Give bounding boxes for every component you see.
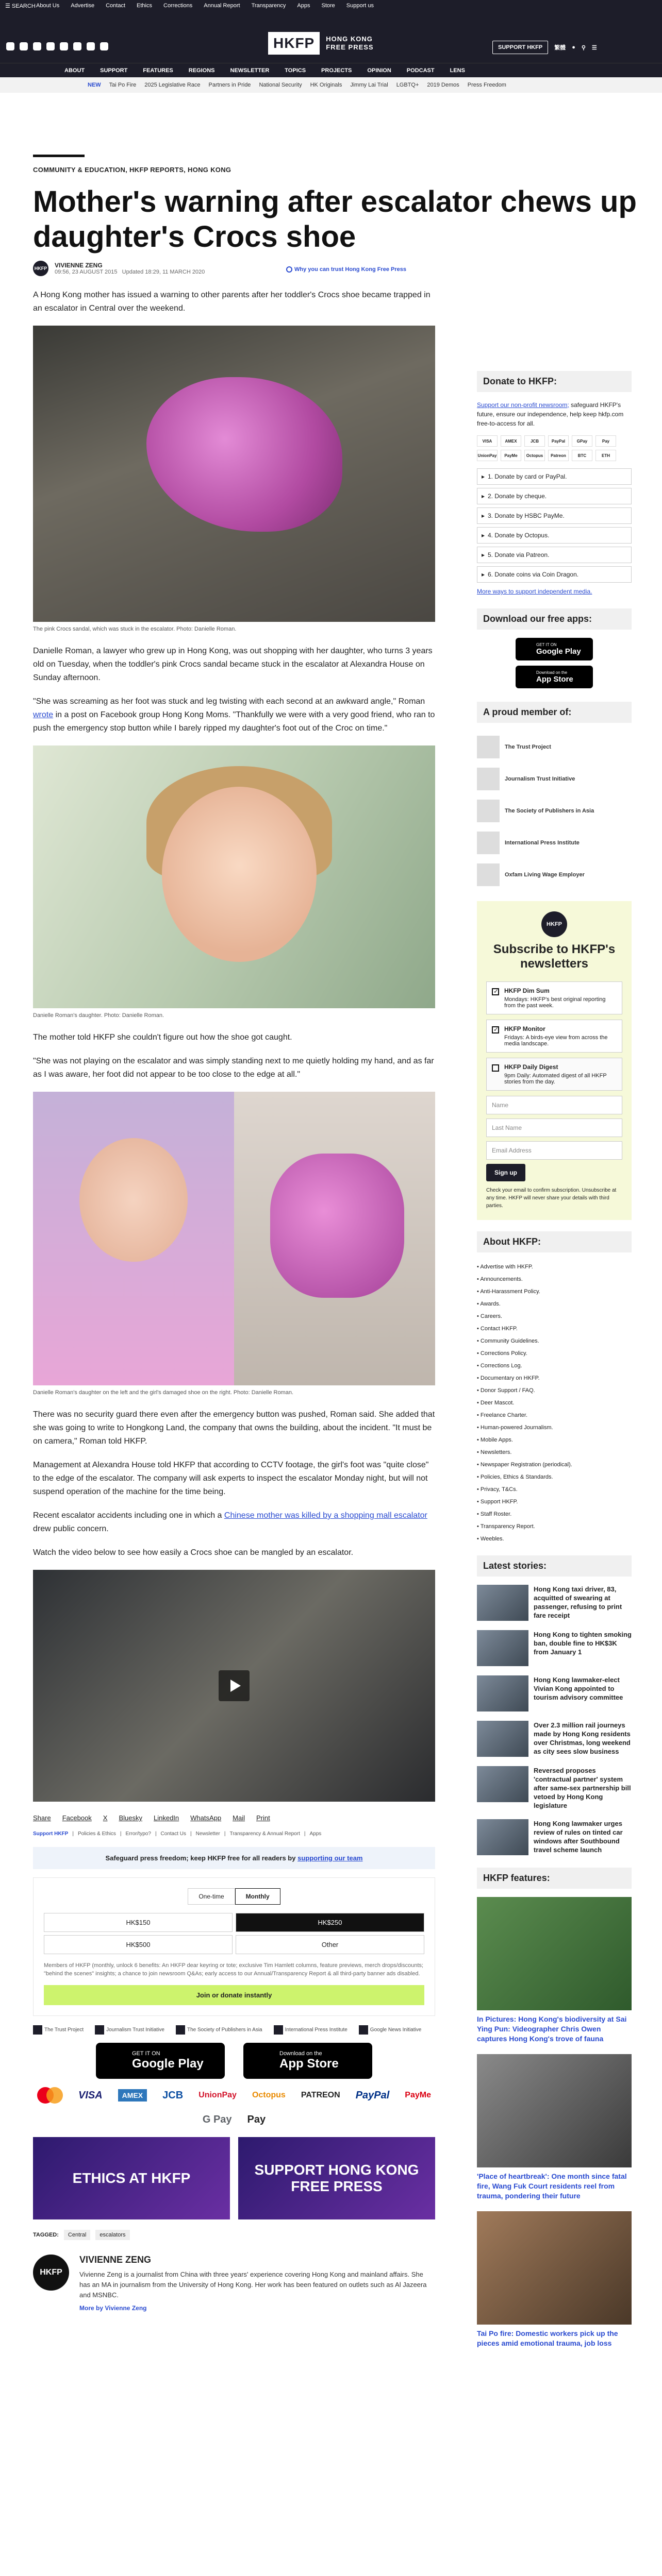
payment-icon[interactable]: Pay <box>595 435 616 447</box>
about-link[interactable]: • Transparency Report. <box>477 1520 632 1533</box>
story-thumbnail <box>477 1766 528 1802</box>
unionpay-icon[interactable]: UnionPay <box>198 2091 237 2099</box>
utility-link[interactable]: Ethics <box>137 3 152 9</box>
feature-image <box>477 1897 632 2010</box>
trending-link[interactable]: 2019 Demos <box>427 82 459 88</box>
member-logos <box>477 731 632 891</box>
share-link[interactable]: Bluesky <box>119 1814 142 1822</box>
visa-icon[interactable]: VISA <box>78 2089 103 2101</box>
payment-icon[interactable]: BTC <box>572 450 592 461</box>
google-play-button[interactable]: GET IT ON Google Play <box>96 2043 225 2079</box>
last-name-input[interactable]: Last Name <box>486 1118 622 1137</box>
paragraph: A Hong Kong mother has issued a warning to other parents after her toddler's Crocs shoe became trapped in an escalator in Central over the weekend. <box>33 291 431 313</box>
article-body <box>33 289 435 2312</box>
sidebar-payment-icons <box>477 435 632 461</box>
nav-item[interactable]: ABOUT <box>64 67 85 74</box>
frequency-toggle <box>44 1888 424 1905</box>
youtube-icon[interactable] <box>60 42 68 50</box>
mastercard-icon[interactable] <box>37 2087 63 2104</box>
site-logo[interactable] <box>268 32 374 55</box>
amount-option[interactable]: HK$500 <box>44 1935 233 1954</box>
donate-heading: Donate to HKFP: <box>477 371 632 392</box>
badge[interactable]: Google News Initiative <box>359 2025 422 2035</box>
email-input[interactable]: Email Address <box>486 1141 622 1160</box>
badge[interactable]: The Society of Publishers in Asia <box>176 2025 262 2035</box>
trending-link[interactable]: Jimmy Lai Trial <box>350 82 388 88</box>
trending-link[interactable]: Tai Po Fire <box>109 82 137 88</box>
trending-link[interactable]: Partners in Pride <box>208 82 251 88</box>
newsletter-option[interactable]: ✓ HKFP Monitor Fridays: A birds-eye view from across the media landscape. <box>486 1020 622 1053</box>
latest-heading: Latest stories: <box>477 1555 632 1577</box>
donate-option[interactable]: 6. Donate coins via Coin Dragon. ▸ <box>477 566 632 583</box>
applepay-icon[interactable]: Pay <box>247 2114 266 2125</box>
signup-button[interactable]: Sign up <box>486 1164 525 1181</box>
about-link[interactable]: • Corrections Log. <box>477 1360 632 1372</box>
new-label: NEW <box>88 82 101 88</box>
nav-item[interactable]: NEWSLETTER <box>230 67 270 74</box>
apps-heading: Download our free apps: <box>477 608 632 630</box>
support-hkfp-button[interactable]: SUPPORT HKFP <box>492 41 548 54</box>
checkbox-checked[interactable] <box>492 988 499 995</box>
story-item[interactable]: Hong Kong lawmaker urges review of rules on tinted car windows after Southbound travel scheme launch <box>477 1819 632 1855</box>
member-badges <box>33 2025 435 2035</box>
payment-icon[interactable]: ETH <box>595 450 616 461</box>
shield-icon <box>286 266 292 273</box>
about-link[interactable]: • Weebles. <box>477 1533 632 1545</box>
share-link[interactable]: LinkedIn <box>154 1814 179 1822</box>
utility-link[interactable]: Corrections <box>163 3 193 9</box>
account-icon[interactable]: ● <box>572 44 575 50</box>
about-link[interactable]: • Policies, Ethics & Standards. <box>477 1471 632 1483</box>
x-icon[interactable] <box>20 42 28 50</box>
video-player[interactable] <box>33 1570 435 1802</box>
trust-link[interactable]: Why you can trust Hong Kong Free Press <box>286 266 406 273</box>
paragraph: The mother told HKFP she couldn't figure out how the shoe got caught. <box>33 1033 292 1042</box>
search-link[interactable]: ☰ SEARCH <box>5 3 36 9</box>
about-link[interactable]: • Mobile Apps. <box>477 1434 632 1446</box>
composite-photo <box>33 1092 435 1385</box>
feature-image <box>477 2211 632 2325</box>
nav-item[interactable]: PROJECTS <box>321 67 352 74</box>
member-logo[interactable]: International Press Institute <box>477 827 632 859</box>
join-button[interactable]: Join or donate instantly <box>44 1985 424 2005</box>
about-link[interactable]: • Newspaper Registration (periodical). <box>477 1459 632 1471</box>
utility-link[interactable]: About Us <box>36 3 60 9</box>
amount-option[interactable]: Other <box>236 1935 424 1954</box>
footer-link[interactable]: Error/typo? <box>125 1831 151 1837</box>
author-avatar: HKFP <box>33 261 48 276</box>
utility-link[interactable]: Advertise <box>71 3 95 9</box>
site-header <box>0 0 662 77</box>
amount-option[interactable]: HK$150 <box>44 1913 233 1932</box>
nav-item[interactable]: REGIONS <box>188 67 215 74</box>
story-thumbnail <box>477 1675 528 1711</box>
tag[interactable]: escalators <box>95 2230 129 2240</box>
about-link[interactable]: • Freelance Charter. <box>477 1409 632 1421</box>
donate-box <box>33 1877 435 2016</box>
paragraph: "She was screaming as her foot was stuck and leg twisting with each second at an awkward angle," Roman wrote in a post on Facebook group Hong Kong Moms. "Thankfully we were with a very good friend, who ran to push the emergency stop button while I barely ripped my daughter's foot out of the Croc on time." <box>33 697 435 733</box>
instagram-icon[interactable] <box>33 42 41 50</box>
author-box-name[interactable]: VIVIENNE ZENG <box>79 2255 152 2265</box>
sidebar-google-play[interactable]: GET IT ON Google Play <box>516 638 593 660</box>
about-list <box>477 1261 632 1545</box>
support-team-link[interactable]: supporting our team <box>297 1854 363 1862</box>
sidebar <box>477 371 632 2359</box>
footer-link[interactable]: Support HKFP <box>33 1831 69 1837</box>
donate-option[interactable]: 4. Donate by Octopus. ▸ <box>477 527 632 544</box>
search-label: SEARCH <box>11 3 36 9</box>
feature-item[interactable]: Tai Po fire: Domestic workers pick up the pieces amid emotional trauma, job loss <box>477 2211 632 2348</box>
about-link[interactable]: • Human-powered Journalism. <box>477 1421 632 1434</box>
nav-item[interactable]: TOPICS <box>285 67 306 74</box>
about-link[interactable]: • Anti-Harassment Policy. <box>477 1285 632 1298</box>
daughter-photo <box>33 745 435 1008</box>
footer-link[interactable]: Contact Us <box>160 1831 187 1837</box>
paragraph: Recent escalator accidents including one in which a Chinese mother was killed by a shopping mall escalator drew public concern. <box>33 1511 427 1533</box>
utility-link[interactable]: Contact <box>106 3 126 9</box>
menu-icon[interactable]: ☰ <box>591 44 597 51</box>
main-nav <box>0 63 662 77</box>
play-icon[interactable] <box>219 1670 250 1701</box>
tagged-label: TAGGED: <box>33 2232 59 2238</box>
payme-icon[interactable]: PayMe <box>405 2091 431 2099</box>
latest-stories <box>477 1585 632 1855</box>
nav-item[interactable]: FEATURES <box>143 67 173 74</box>
monthly-tab[interactable]: Monthly <box>235 1888 280 1905</box>
bluesky-icon[interactable] <box>87 42 95 50</box>
nav-item[interactable]: PODCAST <box>406 67 435 74</box>
title-rule <box>33 155 85 157</box>
more-by-author-link[interactable]: More by Vivienne Zeng <box>79 2304 147 2312</box>
logo-box: HKFP <box>268 32 320 55</box>
story-thumbnail <box>477 1630 528 1666</box>
language-toggle[interactable]: 繁體 <box>554 45 566 51</box>
top-utility-bar <box>0 0 662 11</box>
safeguard-banner: Safeguard press freedom; keep HKFP free for all readers by supporting our team <box>33 1847 435 1869</box>
member-logo[interactable]: Oxfam Living Wage Employer <box>477 859 632 891</box>
header-actions <box>492 41 597 54</box>
member-logo[interactable]: Journalism Trust Initiative <box>477 763 632 795</box>
tag[interactable]: Central <box>64 2230 90 2240</box>
payment-icon[interactable]: PayMe <box>501 450 521 461</box>
trending-link[interactable]: 2025 Legislative Race <box>144 82 201 88</box>
trending-link[interactable]: LGBTQ+ <box>396 82 419 88</box>
newsletter-title: Subscribe to HKFP's newsletters <box>493 942 616 971</box>
footer-link[interactable]: Apps <box>309 1831 322 1837</box>
caption: Danielle Roman's daughter. Photo: Danielle Roman. <box>33 1012 164 1019</box>
author-avatar-large: HKFP <box>33 2255 69 2291</box>
utility-links <box>36 3 374 9</box>
newsletter-logo: HKFP <box>541 911 567 937</box>
payment-icon[interactable]: GPay <box>572 435 592 447</box>
about-link[interactable]: • Support HKFP. <box>477 1496 632 1508</box>
paypal-icon[interactable]: PayPal <box>355 2089 390 2101</box>
membership-note: Members of HKFP (monthly, unlock 6 benefits: An HKFP dear keyring or tote; exclusive Tim Hamlett columns, feature previews, merch drops/discounts; "behind the scenes" insights; a chance to join newsroom Q&As; early access to our Annual/Transparency Report & all third-party banner ads disabled. <box>44 1962 424 1977</box>
amount-option[interactable]: HK$250 <box>236 1913 424 1932</box>
trending-link[interactable]: Press Freedom <box>467 82 506 88</box>
newsletter-box <box>477 901 632 1220</box>
about-link[interactable]: • Donor Support / FAQ. <box>477 1384 632 1397</box>
about-heading: About HKFP: <box>477 1231 632 1252</box>
patreon-icon[interactable]: PATREON <box>301 2091 340 2099</box>
paragraph: "She was not playing on the escalator and was simply standing next to me quietly holding my hand, and as far as I was aware, her foot did not appear to be too close to the edge at all." <box>33 1057 434 1079</box>
facebook-icon[interactable] <box>6 42 14 50</box>
about-link[interactable]: • Advertise with HKFP. <box>477 1261 632 1273</box>
amex-icon[interactable]: AMEX <box>118 2089 147 2102</box>
payment-icon[interactable]: PayPal <box>548 435 569 447</box>
article-categories[interactable]: COMMUNITY & EDUCATION, HKFP REPORTS, HONG KONG <box>33 166 231 174</box>
story-item[interactable]: Hong Kong to tighten smoking ban, double fine to HK$3K from January 1 <box>477 1630 632 1666</box>
member-logo[interactable]: The Trust Project <box>477 731 632 763</box>
footer-link[interactable]: Newsletter <box>195 1831 220 1837</box>
footer-links: Support HKFP | Policies & Ethics | Error/typo? | Contact Us | Newsletter | Transparency & Annual Report | Apps <box>33 1831 322 1837</box>
byline <box>33 261 205 276</box>
share-link[interactable]: X <box>103 1814 108 1822</box>
story-item[interactable]: Hong Kong lawmaker-elect Vivian Kong appointed to tourism advisory committee <box>477 1675 632 1711</box>
jcb-icon[interactable]: JCB <box>162 2089 184 2101</box>
about-link[interactable]: • Community Guidelines. <box>477 1335 632 1347</box>
amount-options <box>44 1913 424 1954</box>
one-time-tab[interactable]: One-time <box>188 1888 235 1905</box>
ethics-banner[interactable]: ETHICS AT HKFP <box>33 2137 230 2219</box>
utility-link[interactable]: Transparency <box>251 3 286 9</box>
payment-icon[interactable]: UnionPay <box>477 450 498 461</box>
badge[interactable]: Journalism Trust Initiative <box>95 2025 164 2035</box>
payment-icon[interactable]: VISA <box>477 435 498 447</box>
paragraph: Management at Alexandra House told HKFP that according to CCTV footage, the girl's foot was "quite close" to the edge of the escalator. The company will ask experts to inspect the escalator Monday night, but will not suspend operation of the machine for the time being. <box>33 1461 429 1496</box>
gpay-icon[interactable]: G Pay <box>202 2114 232 2125</box>
author-bio: Vivienne Zeng is a journalist from China with three years' experience covering Hong Kong and mainland affairs. She has an MA in journalism from the University of Hong Kong. Her work has been featured on outlets such as Al Jazeera and MSNBC. <box>79 2270 427 2299</box>
donate-option[interactable]: 1. Donate by card or PayPal. ▸ <box>477 468 632 485</box>
paragraph: Danielle Roman, a lawyer who grew up in Hong Kong, was out shopping with her daughter, who turns 3 years old on Tuesday, when the toddler's pink Crocs sandal became stuck in the escalator at Alexandra House on Sunday afternoon. <box>33 647 433 682</box>
linkedin-icon[interactable] <box>73 42 81 50</box>
feature-image <box>477 2054 632 2167</box>
about-link[interactable]: • Contact HKFP. <box>477 1323 632 1335</box>
promo-banners <box>33 2137 435 2219</box>
more-ways-link[interactable]: More ways to support independent media. <box>477 588 592 595</box>
logo-text: HONG KONG FREE PRESS <box>326 35 374 51</box>
trending-link[interactable]: HK Originals <box>310 82 342 88</box>
donate-option[interactable]: 5. Donate via Patreon. ▸ <box>477 547 632 563</box>
feature-item[interactable]: 'Place of heartbreak': One month since fatal fire, Wang Fuk Court residents reel from trauma, pondering their future <box>477 2054 632 2201</box>
checkbox-unchecked[interactable] <box>492 1064 499 1072</box>
article-title: Mother's warning after escalator chews up daughter's Crocs shoe <box>33 185 637 253</box>
logo-bar <box>0 11 662 63</box>
member-logo[interactable]: The Society of Publishers in Asia <box>477 795 632 827</box>
octopus-icon[interactable]: Octopus <box>252 2091 286 2099</box>
payment-icon[interactable]: JCB <box>524 435 545 447</box>
about-link[interactable]: • Announcements. <box>477 1273 632 1285</box>
first-name-input[interactable]: Name <box>486 1096 622 1114</box>
trending-bar <box>0 77 662 93</box>
article-date: 09:56, 23 AUGUST 2015 Updated 18:29, 11 MARCH 2020 <box>55 269 205 275</box>
support-banner[interactable]: SUPPORT HONG KONG FREE PRESS <box>238 2137 435 2219</box>
social-icons <box>6 42 108 50</box>
newsletter-note: Check your email to confirm subscription. Unsubscribe at any time. HKFP will never share your details with third parties. <box>486 1188 617 1209</box>
share-link[interactable]: WhatsApp <box>190 1814 222 1822</box>
share-link[interactable]: Share <box>33 1814 51 1822</box>
newsletter-option[interactable]: ✓ HKFP Dim Sum Mondays: HKFP's best original reporting from the past week. <box>486 981 622 1014</box>
checkbox-checked[interactable] <box>492 1026 499 1033</box>
nav-item[interactable]: SUPPORT <box>100 67 128 74</box>
share-link[interactable]: Print <box>256 1814 270 1822</box>
app-store-buttons <box>33 2043 435 2079</box>
nav-item[interactable]: LENS <box>450 67 465 74</box>
nav-item[interactable]: OPINION <box>367 67 391 74</box>
feature-item[interactable]: In Pictures: Hong Kong's biodiversity at Sai Ying Pun: Videographer Chris Owen captures Hong Kong's trove of fauna <box>477 1897 632 2044</box>
about-link[interactable]: • Newsletters. <box>477 1446 632 1459</box>
about-link[interactable]: • Corrections Policy. <box>477 1347 632 1360</box>
utility-link[interactable]: Annual Report <box>204 3 240 9</box>
utility-link[interactable]: Support us <box>346 3 374 9</box>
share-bar <box>33 1814 435 1822</box>
caption: Danielle Roman's daughter on the left and the girl's damaged shoe on the right. Photo: Danielle Roman. <box>33 1389 294 1396</box>
about-link[interactable]: • Careers. <box>477 1310 632 1323</box>
paragraph: Watch the video below to see how easily a Crocs shoe can be mangled by an escalator. <box>33 1548 354 1557</box>
crocs-photo <box>33 326 435 622</box>
badge[interactable]: The Trust Project <box>33 2025 84 2035</box>
about-link[interactable]: • Documentary on HKFP. <box>477 1372 632 1384</box>
about-link[interactable]: • Privacy, T&Cs. <box>477 1483 632 1496</box>
about-link[interactable]: • Deer Mascot. <box>477 1397 632 1409</box>
about-link[interactable]: • Awards. <box>477 1298 632 1310</box>
member-heading: A proud member of: <box>477 702 632 723</box>
story-thumbnail <box>477 1585 528 1621</box>
about-link[interactable]: • Staff Roster. <box>477 1508 632 1520</box>
story-thumbnail <box>477 1721 528 1757</box>
rss-icon[interactable] <box>100 42 108 50</box>
donate-link[interactable]: Support our non-profit newsroom; <box>477 401 569 409</box>
story-thumbnail <box>477 1819 528 1855</box>
utility-link[interactable]: Apps <box>297 3 310 9</box>
story-item[interactable]: Reversed proposes 'contractual partner' system after same-sex partnership bill vetoed by Hong Kong legislature <box>477 1766 632 1810</box>
paragraph: There was no security guard there even after the emergency button was pushed, Roman said. She added that she was going to write to Hongkong Land, the company that owns the building, about the incident. "It must be on camera," Roman told HKFP. <box>33 1410 435 1446</box>
footer-link[interactable]: Policies & Ethics <box>77 1831 116 1837</box>
payment-icon[interactable]: Octopus <box>524 450 545 461</box>
trending-link[interactable]: National Security <box>259 82 302 88</box>
story-item[interactable]: Over 2.3 million rail journeys made by Hong Kong residents over Christmas, long weekend as city sees slow business <box>477 1721 632 1757</box>
newsletter-option[interactable]: HKFP Daily Digest 9pm Daily: Automated digest of all HKFP stories from the day. <box>486 1058 622 1091</box>
story-item[interactable]: Hong Kong taxi driver, 83, acquitted of swearing at passenger, refusing to print fare receipt <box>477 1585 632 1621</box>
caption: The pink Crocs sandal, which was stuck in the escalator. Photo: Danielle Roman. <box>33 626 237 632</box>
app-store-button[interactable]: Download on the App Store <box>243 2043 372 2079</box>
donate-option[interactable]: 2. Donate by cheque. ▸ <box>477 488 632 504</box>
search-icon[interactable]: ⚲ <box>581 44 586 51</box>
threads-icon[interactable] <box>46 42 55 50</box>
tags <box>33 2230 435 2240</box>
author-name[interactable]: VIVIENNE ZENG <box>55 262 103 269</box>
payment-icon[interactable]: Patreon <box>548 450 569 461</box>
footer-link[interactable]: Transparency & Annual Report <box>229 1831 300 1837</box>
sidebar-app-store[interactable]: Download on the App Store <box>516 666 593 688</box>
related-story-link[interactable]: Chinese mother was killed by a shopping mall escalator <box>224 1511 427 1520</box>
utility-link[interactable]: Store <box>321 3 335 9</box>
facebook-post-link[interactable]: wrote <box>33 710 54 719</box>
payment-methods <box>33 2087 435 2126</box>
donate-text: Support our non-profit newsroom; safeguard HKFP's future, ensure our independence, help keep hkfp.com free-to-access for all. <box>477 401 624 427</box>
author-box <box>33 2255 435 2312</box>
donate-option[interactable]: 3. Donate by HSBC PayMe. ▸ <box>477 507 632 524</box>
features-heading: HKFP features: <box>477 1868 632 1889</box>
badge[interactable]: International Press Institute <box>274 2025 347 2035</box>
share-link[interactable]: Facebook <box>62 1814 92 1822</box>
share-link[interactable]: Mail <box>233 1814 245 1822</box>
payment-icon[interactable]: AMEX <box>501 435 521 447</box>
